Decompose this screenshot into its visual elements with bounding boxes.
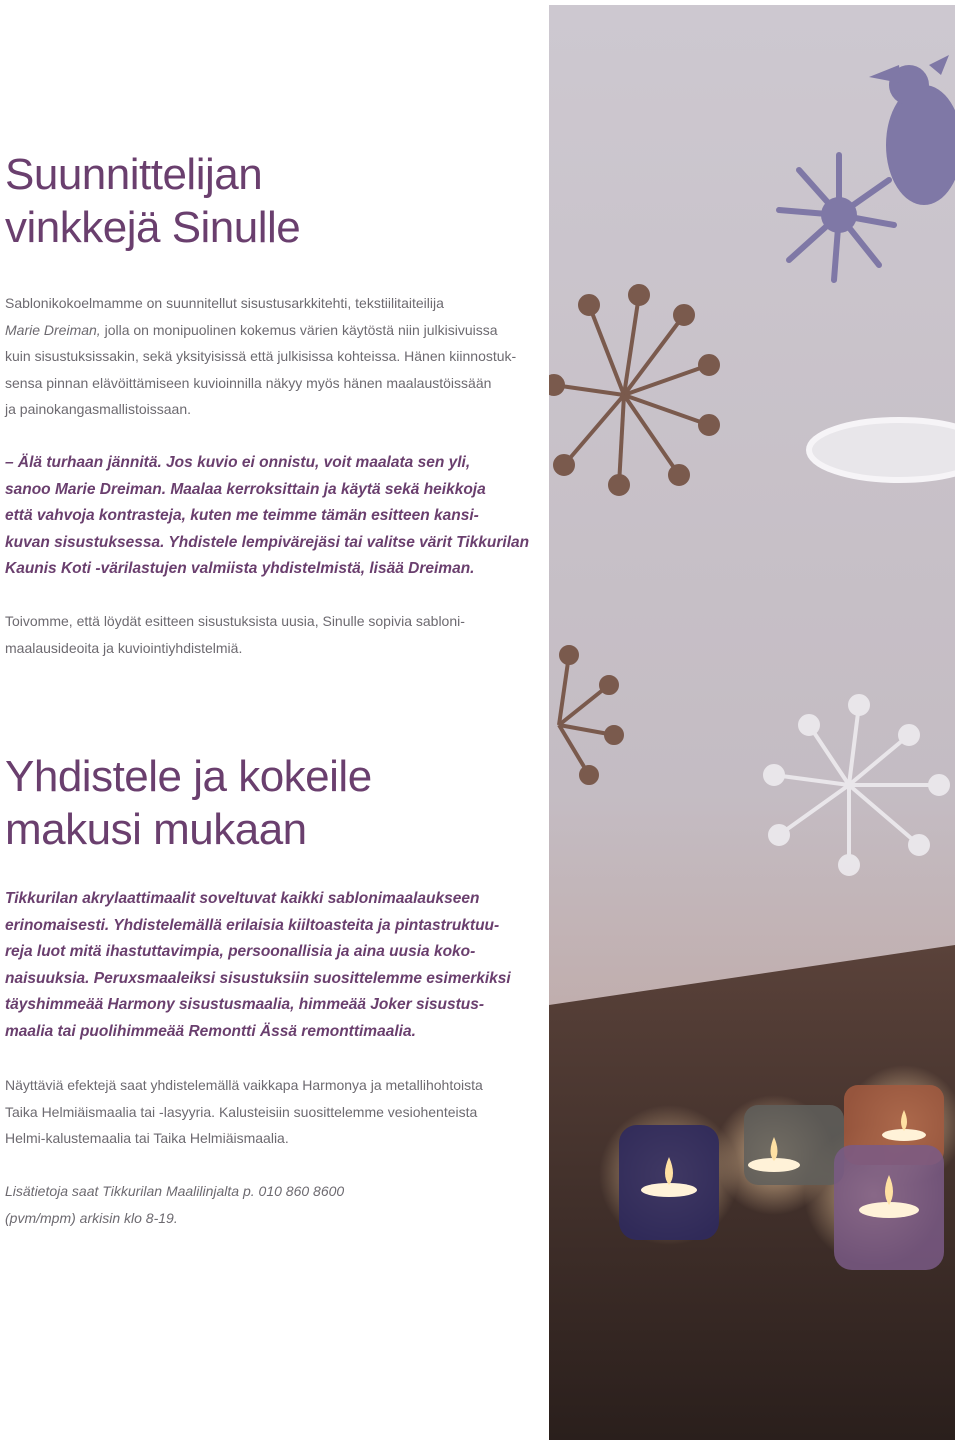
effect-line2: Taika Helmiäismaalia tai -lasyyria. Kalusteisiin suosittelemme vesiohenteista <box>5 1103 478 1120</box>
info-line1: Lisätietoja saat Tikkurilan Maalilinjalta p. 010 860 8600 <box>5 1183 345 1199</box>
section2-info <box>5 1178 530 1231</box>
lead-line2: erinomaisesti. Yhdistelemällä erilaisia kiiltoasteita ja pintastruktuu- <box>5 916 500 934</box>
section1-closing <box>5 608 530 661</box>
lead-line6: maalia tai puolihimmeää Remontti Ässä remonttimaalia. <box>5 1022 416 1040</box>
intro-line1: Sablonikokoelmamme on suunnitellut sisustusarkkitehti, tekstiilitaiteilija <box>5 295 444 311</box>
candle-holder-lilac <box>834 1145 944 1270</box>
lead-line3: reja luot mitä ihastuttavimpia, persoonallisia ja aina uusia koko- <box>5 943 476 960</box>
section2-effects <box>5 1072 530 1152</box>
quote-line2: sanoo Marie Dreiman. Maalaa kerroksittain ja käytä sekä heikkoja <box>5 480 486 498</box>
lead-line5: täyshimmeää Harmony sisustusmaalia, himmeää Joker sisustus- <box>5 996 484 1013</box>
section2-title <box>5 750 530 856</box>
intro-line4: sensa pinnan elävöittämiseen kuvioinnilla näkyy myös hänen maalaustöissään <box>5 374 492 391</box>
photo-illustration <box>549 5 955 1440</box>
info-line2: (pvm/mpm) arkisin klo 8-19. <box>5 1209 178 1226</box>
quote-line3: että vahvoja kontrasteja, kuten me teimme tämän esitteen kansi- <box>5 507 479 524</box>
candles-stencil-photo <box>549 5 955 1440</box>
intro-line2: jolla on monipuolinen kokemus värien käytöstä niin julkisivuissa <box>100 321 498 338</box>
section1-title <box>5 148 530 254</box>
section1-intro <box>5 290 530 423</box>
candle-holder-grey <box>744 1105 844 1185</box>
lead-line1: Tikkurilan akrylaattimaalit soveltuvat kaikki sablonimaalaukseen <box>5 890 480 907</box>
effect-line1: Näyttäviä efektejä saat yhdistelemällä vaikkapa Harmonya ja metallihohtoista <box>5 1077 483 1093</box>
effect-line3: Helmi-kalustemaalia tai Taika Helmiäismaalia. <box>5 1130 289 1146</box>
candle-holder-blue <box>619 1125 719 1240</box>
section-designer-tips <box>5 148 530 254</box>
quote-line1: – Älä turhaan jännitä. Jos kuvio ei onnistu, voit maalata sen yli, <box>5 454 471 471</box>
intro-line3: kuin sisustuksissakin, sekä yksityisissä että julkisissa kohteissa. Hänen kiinnostuk- <box>5 348 517 364</box>
section2-title-line2: makusi mukaan <box>5 805 307 854</box>
quote-line5: Kaunis Koti -värilastujen valmiista yhdistelmistä, lisää Dreiman. <box>5 560 475 577</box>
quote-line4: kuvan sisustuksessa. Yhdistele lempivärejäsi tai valitse värit Tikkurilan <box>5 533 530 551</box>
intro-line5: ja painokangasmallistoissaan. <box>5 401 191 417</box>
closing-line1: Toivomme, että löydät esitteen sisustuksista uusia, Sinulle sopivia sabloni- <box>5 613 465 629</box>
section2-title-line1: Yhdistele ja kokeile <box>5 752 372 801</box>
closing-line2: maalausideoita ja kuviointiyhdistelmiä. <box>5 639 243 656</box>
section1-quote <box>5 450 530 583</box>
section1-title-line2: vinkkejä Sinulle <box>5 203 301 252</box>
section-combine <box>5 750 530 856</box>
section2-lead <box>5 886 530 1045</box>
lead-line4: naisuuksia. Peruxsmaaleiksi sisustuksiin suosittelemme esimerkiksi <box>5 969 511 987</box>
bowl <box>809 420 955 480</box>
section1-title-line1: Suunnittelijan <box>5 150 263 199</box>
intro-name: Marie Dreiman, <box>5 321 101 338</box>
